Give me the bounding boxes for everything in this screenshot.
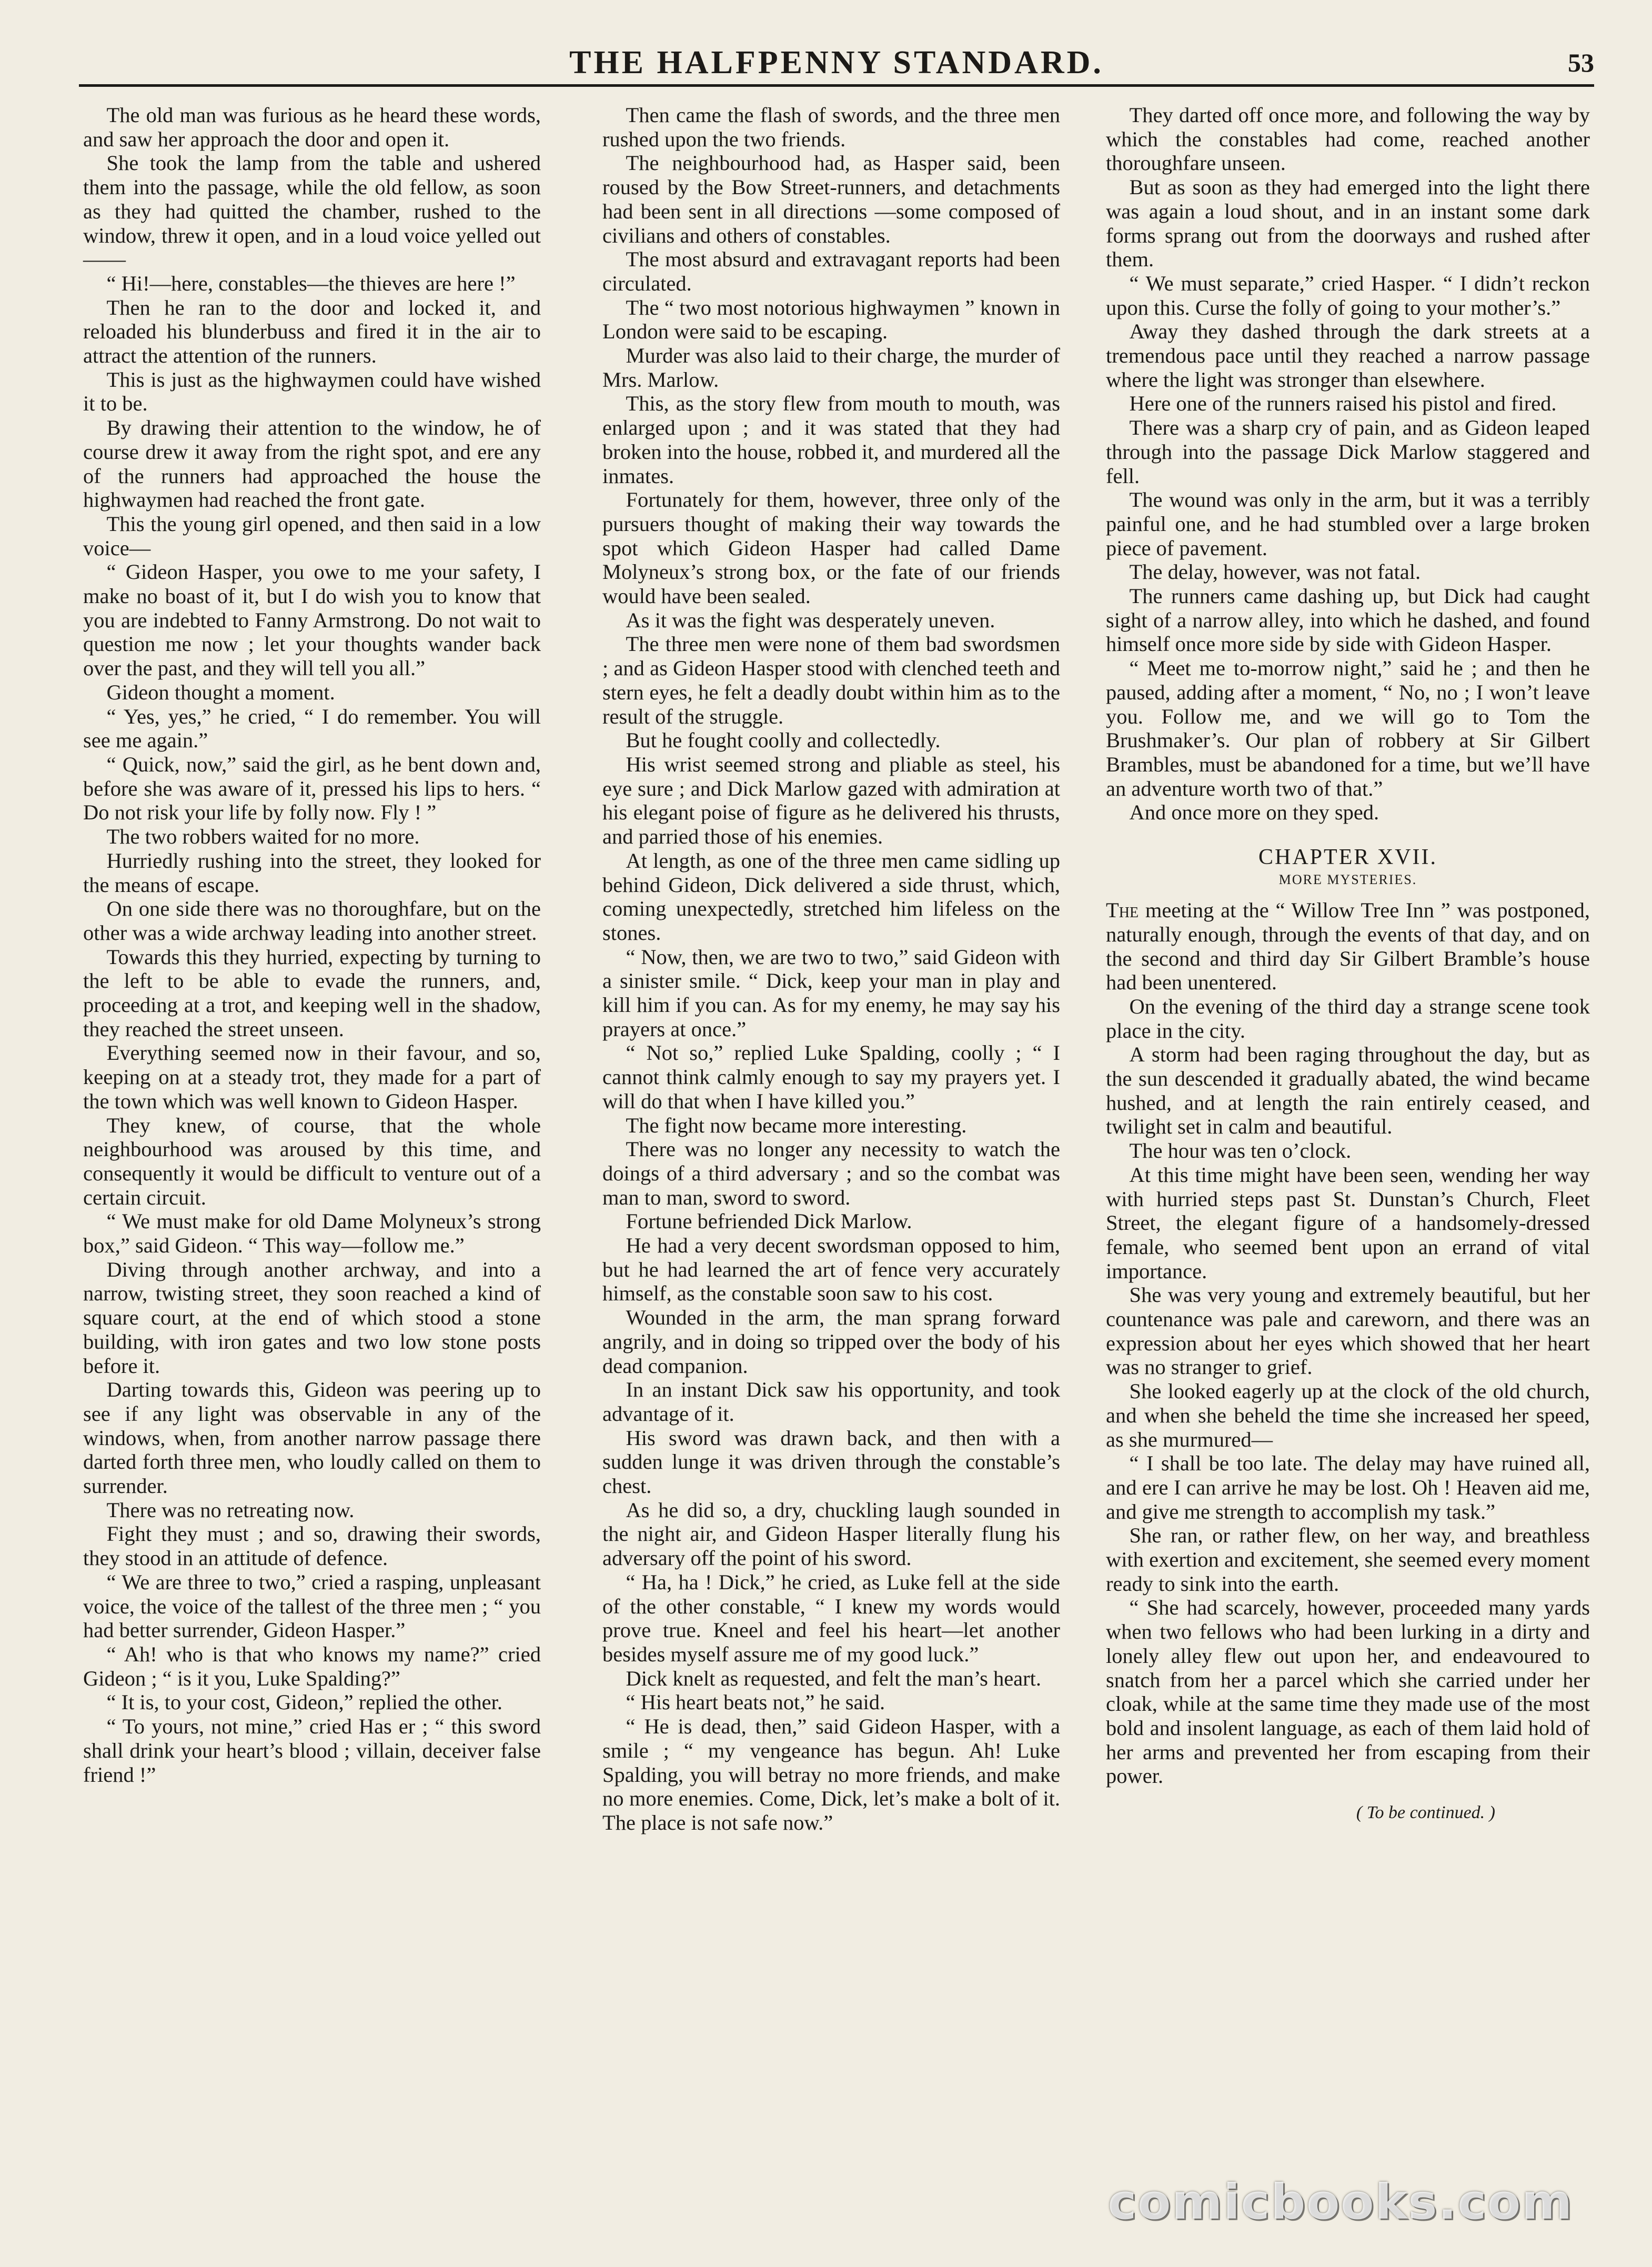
paragraph: This, as the story flew from mouth to mouth, was enlarged upon ; and it was stated that they had broken into the house, robbed it, and murdered all the inmates. <box>602 392 1060 488</box>
paragraph: The two robbers waited for no more. <box>106 825 420 849</box>
chapter-subtitle: MORE MYSTERIES. <box>1278 872 1417 888</box>
paragraph: Towards this they hurried, expecting by turning to the left to be able to evade the runners, and, proceeding at a trot, and keeping well in the shadow, they reached the street unseen. <box>83 945 541 1041</box>
paragraph: The runners came dashing up, but Dick had caught sight of a narrow alley, into which he dashed, and found himself once more side by side with Gideon Hasper. <box>1106 584 1590 656</box>
paragraph: “ Not so,” replied Luke Spalding, coolly ; “ I cannot think calmly enough to say my prayers yet. I will do that when I have killed you.” <box>602 1041 1060 1113</box>
paragraph: Fortunately for them, however, three only of the pursuers thought of making their way towards the spot which Gideon Hasper had called Dame Molyneux’s strong box, or the fate of our friends would have been sealed. <box>602 488 1060 608</box>
page-number: 53 <box>1568 48 1594 77</box>
paragraph: Dick knelt as requested, and felt the man’s heart. <box>626 1666 1042 1690</box>
chapter-title: CHAPTER XVII. <box>1258 845 1437 870</box>
paragraph: “ To yours, not mine,” cried Has er ; “ this sword shall drink your heart’s blood ; villain, deceiver false friend !” <box>83 1714 541 1787</box>
opening-paragraph-text: meeting at the “ Willow Tree Inn ” was postponed, naturally enough, through the events of that day, and on the second and third day Sir Gilbert Bramble’s house had been unentered. <box>1106 898 1590 995</box>
paragraph: “ It is, to your cost, Gideon,” replied the other. <box>106 1690 502 1714</box>
masthead: THE HALFPENNY STANDARD. <box>569 45 1104 81</box>
paragraph: Darting towards this, Gideon was peering up to see if any light was observable in any of the windows, when, from another narrow passage there darted forth three men, who loudly called on them to surrender. <box>83 1378 541 1498</box>
paragraph: Everything seemed now in their favour, and so, keeping on at a steady trot, they made for a part of the town which was well known to Gideon Hasper. <box>83 1041 541 1113</box>
paragraph: “ She had scarcely, however, proceeded many yards when two fellows who had been lurking in a dirty and lonely alley flew out upon her, and endeavoured to snatch from her a parcel which she carried under her cloak, while at the same time they made use of the most bold and insolent language, as each of them laid hold of her arms and prevented her from escaping from their power. <box>1106 1596 1590 1788</box>
paragraph: On the evening of the third day a strange scene took place in the city. <box>1106 994 1590 1042</box>
paragraph: “ Now, then, we are two to two,” said Gideon with a sinister smile. “ Dick, keep your man in play and kill him if you can. As for my enemy, he may say his prayers at once.” <box>602 945 1060 1041</box>
paragraph: “ His heart beats not,” he said. <box>626 1690 885 1714</box>
paragraph: The fight now became more interesting. <box>626 1113 967 1137</box>
paragraph: His wrist seemed strong and pliable as steel, his eye sure ; and Dick Marlow gazed with admiration at his elegant poise of figure as he delivered his thrusts, and parried those of his enemies. <box>602 752 1060 849</box>
paragraph: Diving through another archway, and into a narrow, twisting street, they soon reached a kind of square court, at the end of which stood a stone building, with iron gates and two low stone posts before it. <box>83 1257 541 1378</box>
paragraph: Then he ran to the door and locked it, and reloaded his blunderbuss and fired it in the air to attract the attention of the runners. <box>83 295 541 368</box>
paragraph: Fight they must ; and so, drawing their swords, they stood in an attitude of defence. <box>83 1522 541 1570</box>
paragraph: Away they dashed through the dark streets at a tremendous pace until they reached a narrow passage where the light was stronger than elsewhere. <box>1106 319 1590 392</box>
paragraph: He had a very decent swordsman opposed to him, but he had learned the art of fence very accurately himself, as the constable soon saw to his cost. <box>602 1233 1060 1306</box>
paragraph: At length, as one of the three men came sidling up behind Gideon, Dick delivered a side thrust, which, coming unexpectedly, stretched him lifeless on the stones. <box>602 848 1060 945</box>
to-be-continued: ( To be continued. ) <box>1356 1803 1495 1823</box>
column-1 <box>83 103 541 1787</box>
paragraph: “ Yes, yes,” he cried, “ I do remember. You will see me again.” <box>83 704 541 753</box>
paragraph: The most absurd and extravagant reports had been circulated. <box>602 247 1060 295</box>
opening-word: The <box>1106 898 1139 922</box>
paragraph: “ Ah! who is that who knows my name?” cried Gideon ; “ is it you, Luke Spalding?” <box>83 1642 541 1690</box>
paragraph: As he did so, a dry, chuckling laugh sounded in the night air, and Gideon Hasper literally flung his adversary off the point of his sword. <box>602 1498 1060 1570</box>
paragraph: As it was the fight was desperately uneven. <box>626 608 995 632</box>
paragraph: Hurriedly rushing into the street, they looked for the means of escape. <box>83 848 541 897</box>
paragraph: They knew, of course, that the whole neighbourhood was aroused by this time, and consequently it would be difficult to venture out of a certain circuit. <box>83 1113 541 1209</box>
header-rule <box>79 84 1594 87</box>
paragraph: And once more on they sped. <box>1129 800 1379 825</box>
paragraph: Wounded in the arm, the man sprang forward angrily, and in doing so tripped over the body of his dead companion. <box>602 1306 1060 1378</box>
paragraph: “ He is dead, then,” said Gideon Hasper, with a smile ; “ my vengeance has begun. Ah! Luke Spalding, you will betray no more friends, and make no more enemies. Come, Dick, let’s make a bolt of it. The place is not safe now.” <box>602 1714 1060 1834</box>
paragraph: “ Hi!—here, constables—the thieves are here !” <box>106 271 516 295</box>
paragraph: The neighbourhood had, as Hasper said, been roused by the Bow Street-runners, and detachments had been sent in all directions —some composed of civilians and others of constables. <box>602 151 1060 247</box>
paragraph: Gideon thought a moment. <box>106 680 335 704</box>
paragraph: “ Quick, now,” said the girl, as he bent down and, before she was aware of it, pressed his lips to hers. “ Do not risk your life by folly now. Fly ! ” <box>83 752 541 825</box>
paragraph: The old man was furious as he heard these words, and saw her approach the door and open it. <box>83 103 541 151</box>
paragraph: She looked eagerly up at the clock of the old church, and when she beheld the time she increased her speed, as she murmured— <box>1106 1379 1590 1451</box>
paragraph: The wound was only in the arm, but it was a terribly painful one, and he had stumbled over a large broken piece of pavement. <box>1106 488 1590 560</box>
paragraph: On one side there was no thoroughfare, but on the other was a wide archway leading into another street. <box>83 897 541 945</box>
paragraph: Here one of the runners raised his pistol and fired. <box>1129 392 1557 416</box>
paragraph: The delay, however, was not fatal. <box>1129 560 1421 584</box>
paragraph: “ We must separate,” cried Hasper. “ I didn’t reckon upon this. Curse the folly of going to your mother’s.” <box>1106 271 1590 319</box>
paragraph: “ Meet me to-morrow night,” said he ; and then he paused, adding after a moment, “ No, no ; I won’t leave you. Follow me, and we will go to Tom the Brushmaker’s. Our plan of robbery at Sir Gilbert Brambles, must be abandoned for a time, but we’ll have an adventure worth two of that.” <box>1106 656 1590 800</box>
paragraph: Murder was also laid to their charge, the murder of Mrs. Marlow. <box>602 344 1060 392</box>
paragraph: The hour was ten o’clock. <box>1129 1139 1352 1163</box>
paragraph: But as soon as they had emerged into the light there was again a loud shout, and in an instant some dark forms sprang out from the doorways and rushed after them. <box>1106 175 1590 272</box>
paragraph: The three men were none of them bad swordsmen ; and as Gideon Hasper stood with clenched teeth and stern eyes, he felt a deadly doubt within him as to the result of the struggle. <box>602 632 1060 728</box>
paragraph: She took the lamp from the table and ushered them into the passage, while the old fellow, as soon as they had quitted the chamber, rushed to the window, threw it open, and in a loud voice yelled out—— <box>83 151 541 272</box>
paragraph: They darted off once more, and following the way by which the constables had come, reached another thoroughfare unseen. <box>1106 103 1590 175</box>
paragraph: The “ two most notorious highwaymen ” known in London were said to be escaping. <box>602 295 1060 344</box>
column-3 <box>1106 103 1590 1825</box>
page-header <box>79 41 1594 83</box>
paragraph: But he fought coolly and collectedly. <box>626 728 941 753</box>
paragraph: By drawing their attention to the window, he of course drew it away from the right spot, and ere any of the runners had approached the house the highwaymen had reached the front gate. <box>83 416 541 512</box>
paragraph: Fortune befriended Dick Marlow. <box>626 1209 912 1233</box>
watermark: comicbooks.com <box>1107 2174 1573 2230</box>
paragraph: This the young girl opened, and then said in a low voice— <box>83 511 541 560</box>
paragraph: At this time might have been seen, wending her way with hurried steps past St. Dunstan’s Church, Fleet Street, the elegant figure of a handsomely-dressed female, who seemed bent upon an errand of vital importance. <box>1106 1162 1590 1283</box>
paragraph: In an instant Dick saw his opportunity, and took advantage of it. <box>602 1378 1060 1426</box>
paragraph: There was no longer any necessity to watch the doings of a third adversary ; and so the combat was man to man, sword to sword. <box>602 1137 1060 1209</box>
paragraph: “ We are three to two,” cried a rasping, unpleasant voice, the voice of the tallest of the three men ; “ you had better surrender, Gideon Hasper.” <box>83 1570 541 1642</box>
paragraph: She was very young and extremely beautiful, but her countenance was pale and careworn, and there was an expression about her eyes which showed that her heart was no stranger to grief. <box>1106 1283 1590 1379</box>
paragraph: This is just as the highwaymen could have wished it to be. <box>83 367 541 416</box>
paragraph: “ Gideon Hasper, you owe to me your safety, I make no boast of it, but I do wish you to know that you are indebted to Fanny Armstrong. Do not wait to question me now ; let your thoughts wander back over the past, and they will tell you all.” <box>83 560 541 680</box>
paragraph: She ran, or rather flew, on her way, and breathless with exertion and excitement, she seemed every moment ready to sink into the earth. <box>1106 1523 1590 1596</box>
paragraph: There was no retreating now. <box>106 1498 355 1522</box>
paragraph: “ I shall be too late. The delay may have ruined all, and ere I can arrive he may be lost. Oh ! Heaven aid me, and give me strength to accomplish my task.” <box>1106 1451 1590 1523</box>
paragraph: “ We must make for old Dame Molyneux’s strong box,” said Gideon. “ This way—follow me.” <box>83 1209 541 1258</box>
paragraph: “ Ha, ha ! Dick,” he cried, as Luke fell at the side of the other constable, “ I knew my words would prove true. Kneel and feel his heart—let another besides myself assure me of my good luck.” <box>602 1570 1060 1666</box>
paragraph: Then came the flash of swords, and the three men rushed upon the two friends. <box>602 103 1060 151</box>
paragraph: There was a sharp cry of pain, and as Gideon leaped through into the passage Dick Marlow staggered and fell. <box>1106 416 1590 488</box>
paragraph: A storm had been raging throughout the day, but as the sun descended it gradually abated, the wind became hushed, and at length the rain entirely ceased, and twilight set in calm and beautiful. <box>1106 1042 1590 1139</box>
column-2 <box>602 103 1060 1835</box>
chapter-opening-paragraph <box>1106 898 1590 995</box>
paragraph: His sword was drawn back, and then with a sudden lunge it was driven through the constable’s chest. <box>602 1426 1060 1498</box>
